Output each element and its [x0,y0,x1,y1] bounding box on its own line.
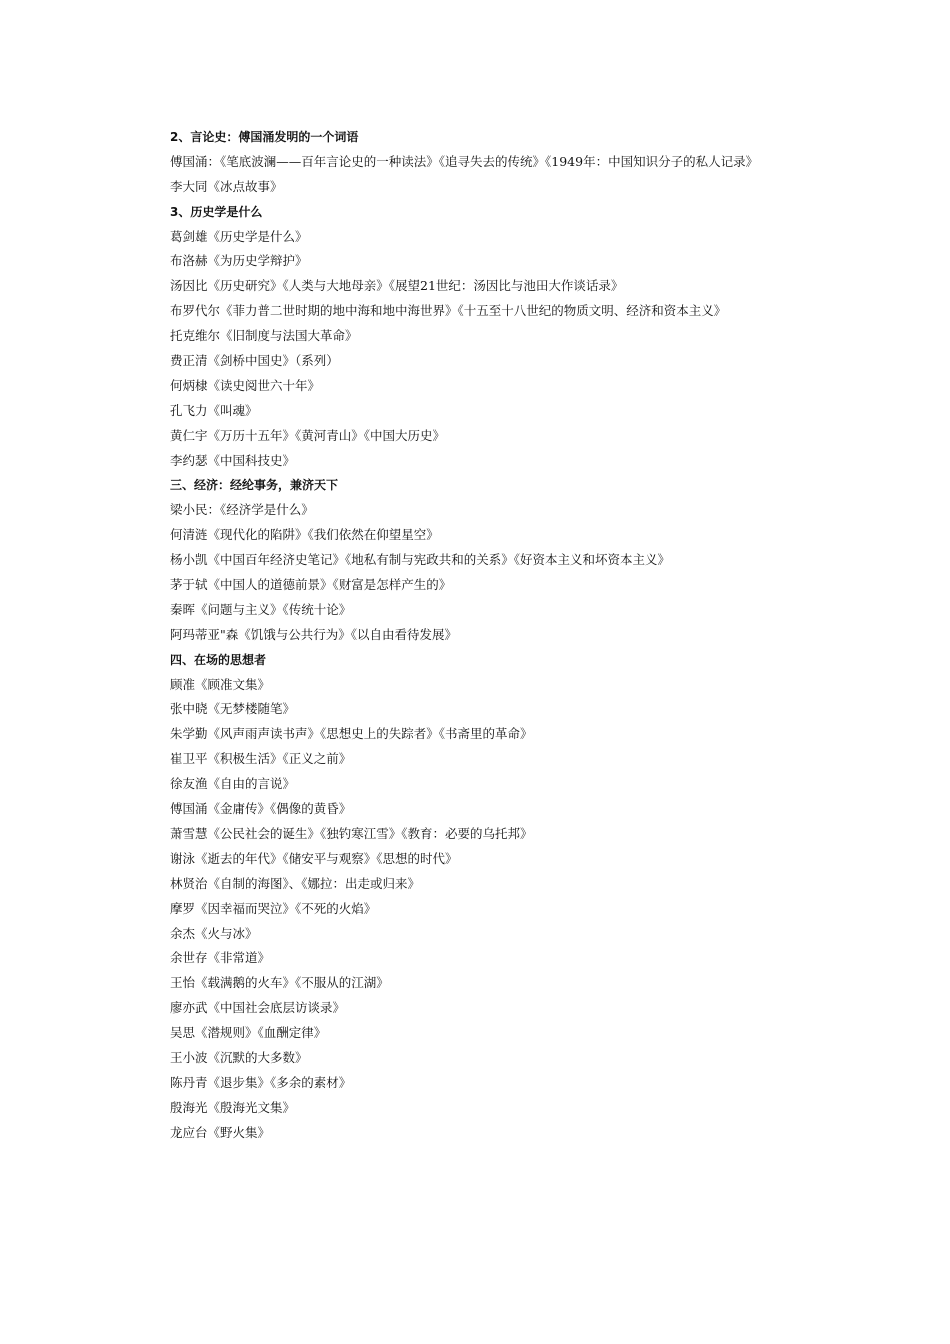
book-list-line: 汤因比《历史研究》《人类与大地母亲》《展望21世纪：汤因比与池田大作谈话录》 [170,278,624,294]
document-body [170,125,870,1146]
book-list-line: 顾准《顾准文集》 [170,676,271,692]
book-list-line: 孔飞力《叫魂》 [170,402,258,418]
book-list-line: 茅于轼《中国人的道德前景》《财富是怎样产生的》 [170,577,452,593]
book-list-line: 何清涟《现代化的陷阱》《我们依然在仰望星空》 [170,527,439,543]
book-list-line: 萧雪慧《公民社会的诞生》《独钓寒江雪》《教育：必要的乌托邦》 [170,825,533,841]
book-list-line: 余杰《火与冰》 [170,925,258,941]
book-list-line: 李大同《冰点故事》 [170,178,283,194]
book-list-line: 张中晓《无梦楼随笔》 [170,701,296,717]
book-list-line: 黄仁宇《万历十五年》《黄河青山》《中国大历史》 [170,427,446,443]
book-list-line: 傅国涌《金庸传》《偶像的黄昏》 [170,801,352,817]
book-list-line: 费正清《剑桥中国史》（系列） [170,353,339,369]
book-list-line: 布罗代尔《菲力普二世时期的地中海和地中海世界》《十五至十八世纪的物质文明、经济和资本主义》 [170,303,727,319]
book-list-line: 阿玛蒂亚"森《饥饿与公共行为》《以自由看待发展》 [170,626,458,642]
book-list-line: 林贤治《自制的海图》、《娜拉：出走或归来》 [170,875,421,891]
book-list-line: 陈丹青《退步集》《多余的素材》 [170,1074,352,1090]
book-list-line: 葛剑雄《历史学是什么》 [170,228,308,244]
section-heading: 四、在场的思想者 [170,652,267,667]
book-list-line: 杨小凯《中国百年经济史笔记》《地私有制与宪政共和的关系》《好资本主义和坏资本主义》 [170,552,671,568]
book-list-line: 徐友渔《自由的言说》 [170,776,296,792]
book-list-line: 托克维尔《旧制度与法国大革命》 [170,328,358,344]
section-heading: 2、言论史：傅国涌发明的一个词语 [170,130,359,144]
book-list-line: 秦晖《问题与主义》《传统十论》 [170,601,352,617]
book-list-line: 李约瑟《中国科技史》 [170,452,296,468]
book-list-line: 余世存《非常道》 [170,950,271,966]
section-heading: 三、经济：经纶事务，兼济天下 [170,478,339,493]
book-list-line: 摩罗《因幸福而哭泣》《不死的火焰》 [170,900,377,916]
section-heading: 3、历史学是什么 [170,204,263,219]
book-list-line: 吴思《潜规则》《血酬定律》 [170,1025,327,1041]
book-list-line: 崔卫平《积极生活》《正义之前》 [170,751,352,767]
book-list-line: 殷海光《殷海光文集》 [170,1099,296,1115]
book-list-line: 布洛赫《为历史学辩护》 [170,253,308,269]
book-list-line: 廖亦武《中国社会底层访谈录》 [170,1000,346,1016]
book-list-line: 何炳棣《读史阅世六十年》 [170,377,321,393]
book-list-line: 谢泳《逝去的年代》《储安平与观察》《思想的时代》 [170,850,458,866]
book-list-line: 傅国涌：《笔底波澜——百年言论史的一种读法》《追寻失去的传统》《1949年：中国知识分子的私人记录》 [170,153,759,169]
book-list-line: 王小波《沉默的大多数》 [170,1049,308,1065]
book-list-line: 梁小民：《经济学是什么》 [170,502,314,518]
book-list-line: 王怡《载满鹅的火车》《不服从的江湖》 [170,975,389,991]
book-list-line: 龙应台《野火集》 [170,1124,271,1140]
book-list-line: 朱学勤《风声雨声读书声》《思想史上的失踪者》《书斋里的革命》 [170,726,533,742]
